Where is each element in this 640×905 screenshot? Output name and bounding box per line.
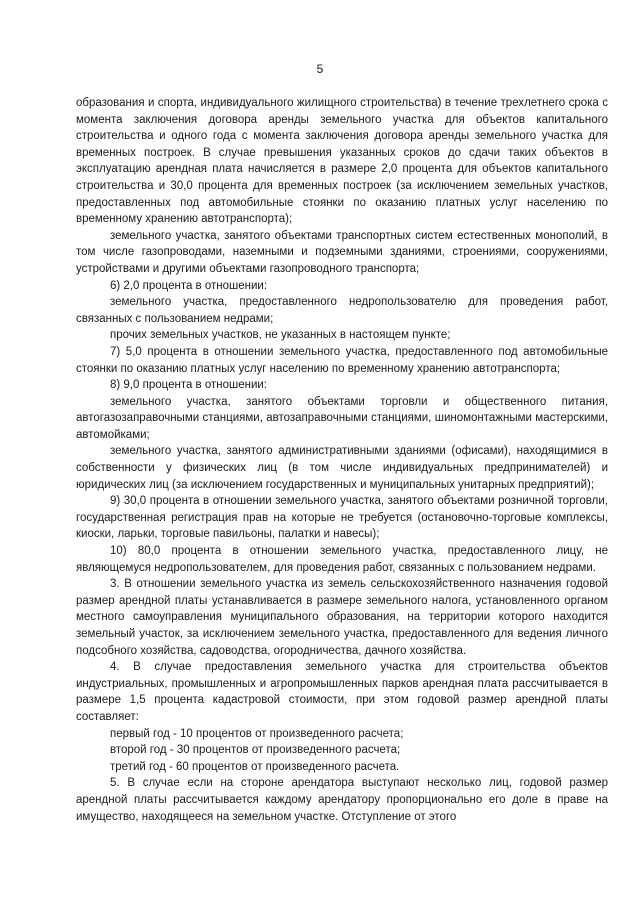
paragraph-continuation: образования и спорта, индивидуального жилищного строительства) в течение трехлетнего срока с момента заключения договора аренды земельного участка для объектов капитального строительства и одного года с момента заключения договора аренды земельного участка для временных построек. В случае превышения указанных сроков до сдачи таких объектов в эксплуатацию арендная плата начисляется в размере 2,0 процента для объектов капитального строительства и 30,0 процента для временных построек (за исключением земельных участков, предоставленных под автомобильные стоянки по оказанию платных услуг населению по временному хранению автотранспорта);	[76, 97, 608, 226]
paragraph-item-6: 6) 2,0 процента в отношении:	[110, 279, 268, 292]
page-number: 5	[316, 62, 324, 76]
paragraph-subsoil-user: земельного участка, предоставленного недропользователю для проведения работ, связанных с пользованием недрами;	[76, 296, 608, 325]
paragraph-section-3: 3. В отношении земельного участка из земель сельскохозяйственного назначения годовой размер арендной платы устанавливается в размере земельного налога, установленного органом местного самоуправления муниципального образования, на территории которого находится земельный участок, за исключением земельного участка, предоставленного для ведения личного подсобного хозяйства, садоводства, огородничества, дачного хозяйства.	[76, 578, 608, 657]
paragraph-section-5: 5. В случае если на стороне арендатора выступают несколько лиц, годовой размер арендной платы рассчитывается каждому арендатору пропорционально его доле в праве на имущество, находящееся на земельном участке. Отступление от этого	[76, 777, 608, 823]
document-body	[76, 95, 608, 825]
list-item-third-year: третий год - 60 процентов от произведенного расчета.	[110, 760, 400, 773]
paragraph-item-7: 7) 5,0 процента в отношении земельного участка, предоставленного под автомобильные стоянки по оказанию платных услуг населению по временному хранению автотранспорта;	[76, 345, 608, 375]
list-item-first-year: первый год - 10 процентов от произведенного расчета;	[110, 727, 404, 740]
list-item-second-year: второй год - 30 процентов от произведенного расчета;	[110, 744, 401, 757]
paragraph-item-8: 8) 9,0 процента в отношении:	[110, 379, 268, 392]
paragraph-office-buildings: земельного участка, занятого административными зданиями (офисами), находящимися в собственности у физических лиц (в том числе индивидуальных предпринимателей) и юридических лиц (за исключением государственных и муниципальных унитарных предприятий);	[76, 445, 608, 491]
paragraph-trade-catering: земельного участка, занятого объектами торговли и общественного питания, автогазозаправочными станциями, автозаправочными станциями, шиномонтажными мастерскими, автомойками;	[76, 395, 608, 441]
paragraph-other-plots: прочих земельных участков, не указанных в настоящем пункте;	[110, 329, 451, 342]
paragraph-section-4: 4. В случае предоставления земельного участка для строительства объектов индустриальных, промышленных и агропромышленных парков арендная плата рассчитывается в размере 1,5 процента кадастровой стоимости, при этом годовой размер арендной платы составляет:	[76, 661, 608, 723]
paragraph-item-9: 9) 30,0 процента в отношении земельного участка, занятого объектами розничной торговли, государственная регистрация прав на которые не требуется (остановочно-торговые комплексы, киоски, ларьки, торговые павильоны, палатки и навесы);	[76, 495, 608, 541]
paragraph-item-10: 10) 80,0 процента в отношении земельного участка, предоставленного лицу, не являющемуся недропользователем, для проведения работ, связанных с пользованием недрами.	[76, 545, 608, 574]
paragraph-gas-transport: земельного участка, занятого объектами транспортных систем естественных монополий, в том числе газопроводами, наземными и подземными зданиями, строениями, сооружениями, устройствами и другими объектами газопроводного транспорта;	[76, 229, 608, 275]
